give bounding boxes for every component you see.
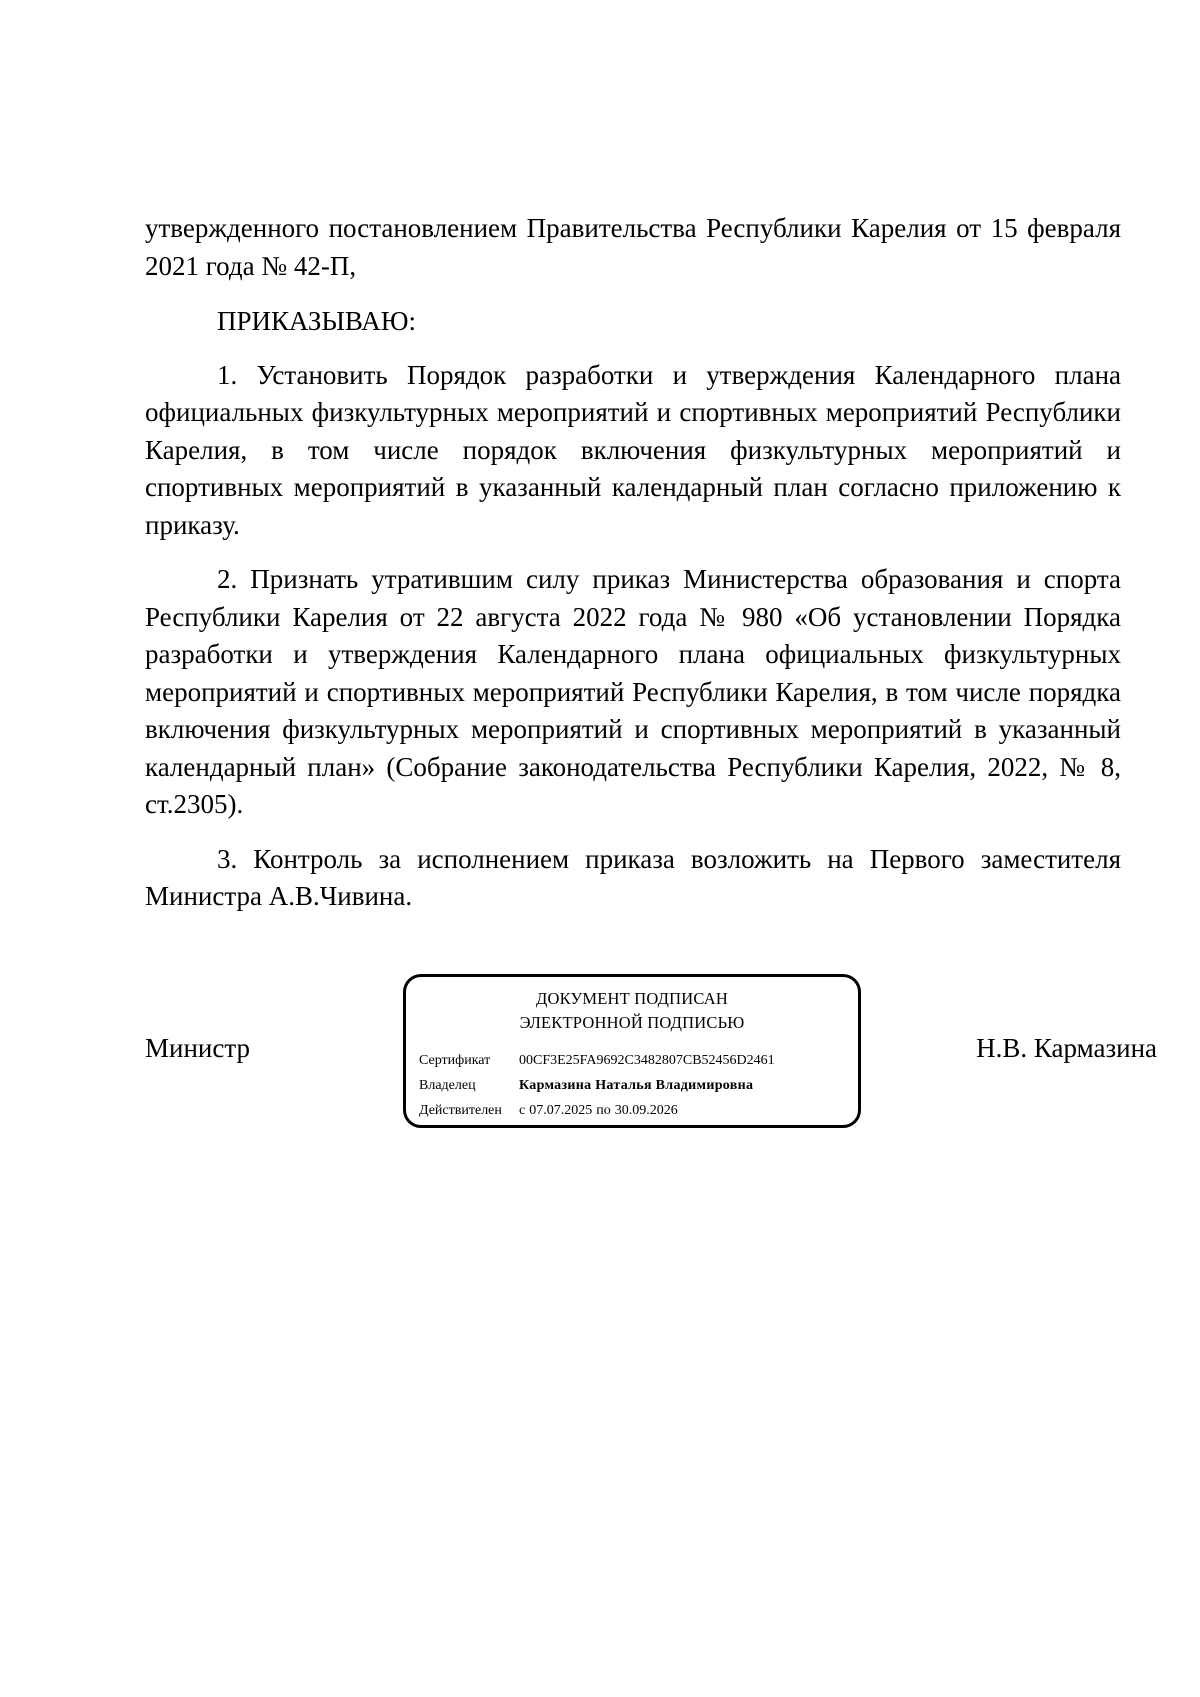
stamp-validity-label: Действителен: [419, 1103, 502, 1118]
document-body: [145, 210, 1121, 916]
signatory-name: Н.В. Кармазина: [976, 1033, 1157, 1063]
stamp-valid-from-date: 07.07.2025: [529, 1103, 593, 1118]
stamp-certificate-row: [419, 1052, 775, 1070]
paragraph-basis: утвержденного постановлением Правительства Республики Карелия от 15 февраля 2021 года № 42-П,: [145, 213, 1121, 281]
stamp-header: [406, 987, 858, 1035]
stamp-owner-value: Кармазина Наталья Владимировна: [519, 1078, 754, 1093]
stamp-valid-from-word: с: [519, 1103, 526, 1118]
stamp-validity-row: [419, 1102, 682, 1120]
stamp-valid-to-word: по: [596, 1103, 611, 1118]
stamp-header-line-2: ЭЛЕКТРОННОЙ ПОДПИСЬЮ: [519, 1013, 745, 1032]
paragraph-item-3: 3. Контроль за исполнением приказа возложить на Первого заместителя Министра А.В.Чивина.: [145, 843, 1121, 911]
stamp-validity-value: [519, 1103, 682, 1118]
signatory-title: Министр: [145, 1033, 250, 1063]
order-heading: ПРИКАЗЫВАЮ:: [217, 306, 416, 336]
stamp-certificate-value: 00CF3E25FA9692C3482807CB52456D2461: [519, 1053, 775, 1068]
electronic-signature-stamp: [403, 974, 861, 1128]
stamp-owner-row: [419, 1077, 753, 1095]
stamp-certificate-label: Сертификат: [419, 1053, 491, 1068]
paragraph-item-1: 1. Установить Порядок разработки и утверждения Календарного плана официальных физкультурных мероприятий и спортивных мероприятий Республики Карелия, в том числе порядок включения физкультурных мероприятий и спортивных мероприятий в указанный календарный план согласно приложению к приказу.: [145, 359, 1121, 540]
stamp-owner-label: Владелец: [419, 1078, 476, 1093]
stamp-header-line-1: ДОКУМЕНТ ПОДПИСАН: [536, 989, 728, 1008]
stamp-valid-to-date: 30.09.2026: [614, 1103, 678, 1118]
paragraph-item-2: 2. Признать утратившим силу приказ Министерства образования и спорта Республики Карелия от 22 августа 2022 года № 980 «Об установлении Порядка разработки и утверждения Календарного плана официальных физкультурных мероприятий и спортивных мероприятий Республики Карелия, в том числе порядка включения физкультурных мероприятий и спортивных мероприятий в указанный календарный план» (Собрание законодательства Республики Карелия, 2022, № 8, ст.2305).: [145, 564, 1121, 819]
